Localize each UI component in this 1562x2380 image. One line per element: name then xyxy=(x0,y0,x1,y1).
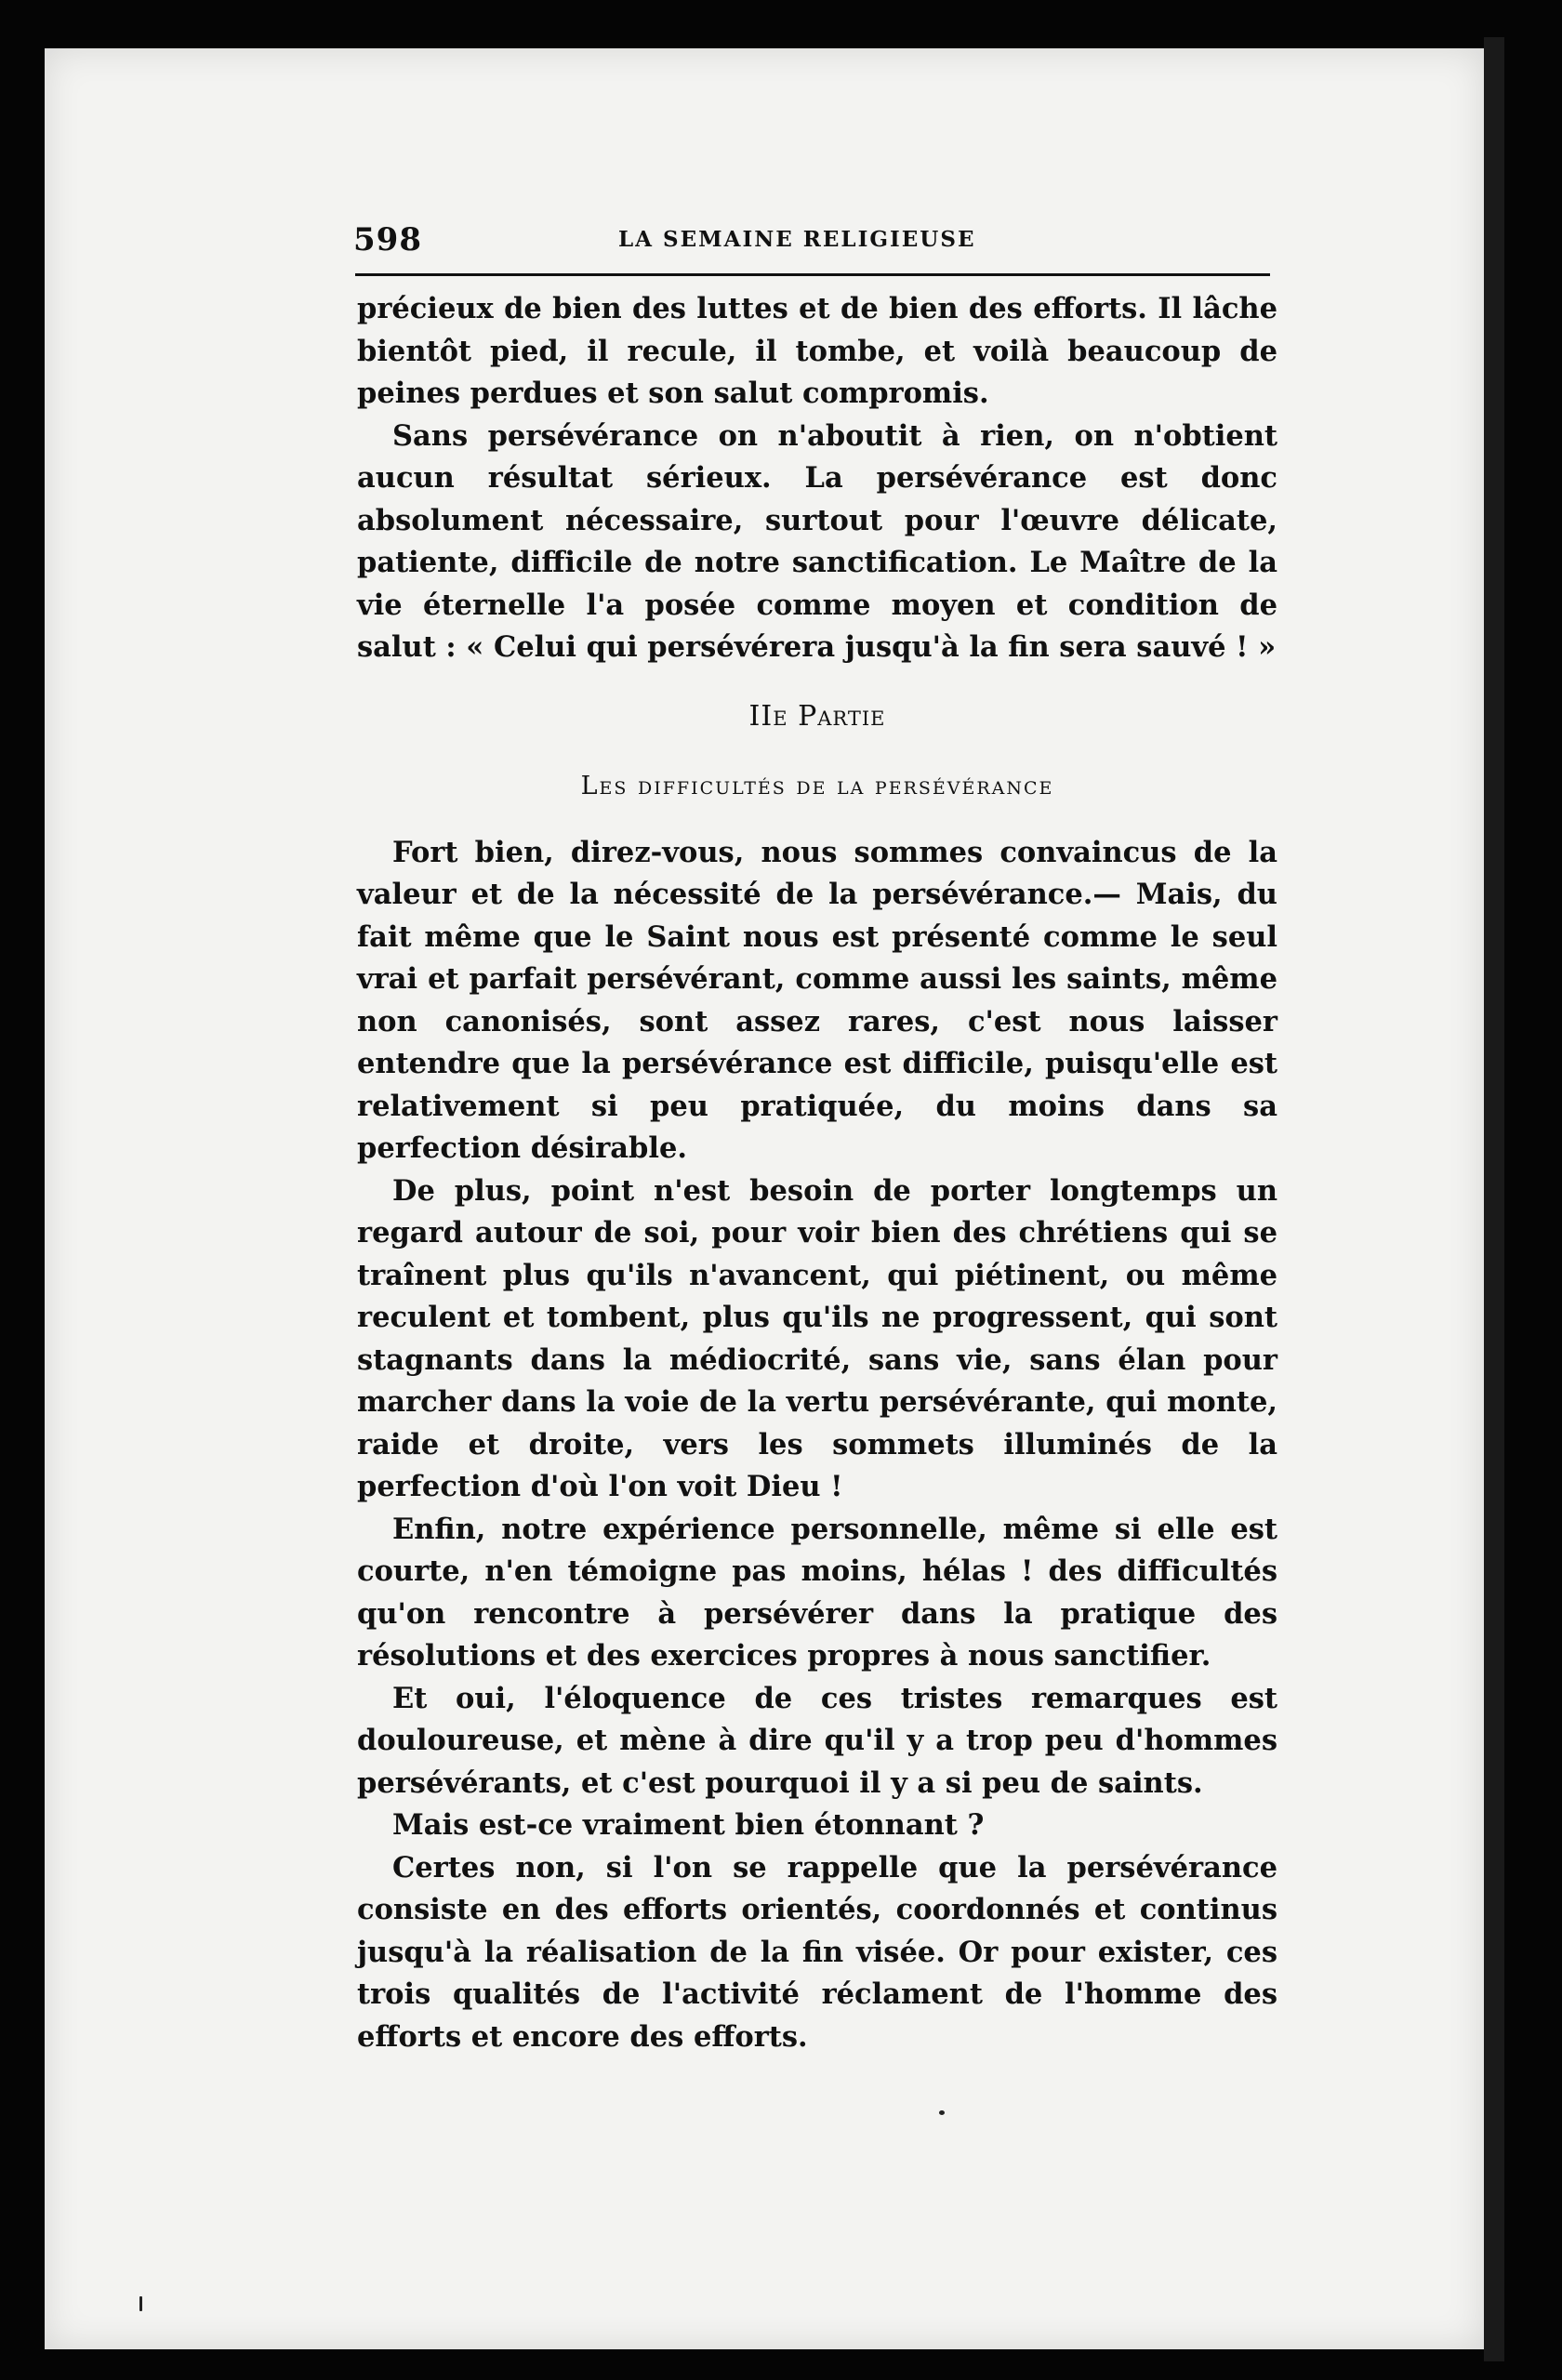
body-text xyxy=(357,288,1277,2058)
part-heading: IIe Partie xyxy=(748,699,886,733)
section-heading: Les difficultés de la persévérance xyxy=(580,772,1054,800)
paragraph-3: Fort bien, direz-vous, nous sommes convaincus de la valeur et de la nécessité de la persévérance.— Mais, du fait même que le Saint nous est présenté comme le seul vrai et parfait persévérant, comme aussi les saints, même non canonisés, sont assez rares, c'est nous laisser entendre que la persévérance est difficile, puisqu'elle est relativement si peu pratiquée, du moins dans sa perfection désirable. xyxy=(357,835,1277,1165)
scan-speck xyxy=(939,2110,945,2115)
adjacent-page-edge xyxy=(1484,37,1504,2361)
paragraph-5: Enfin, notre expérience personnelle, même si elle est courte, n'en témoigne pas moins, hélas ! des difficultés qu'on rencontre à persévérer dans la pratique des résolutions et des exercices propres à nous sanctifier. xyxy=(357,1512,1277,1673)
paragraph-1: précieux de bien des luttes et de bien des efforts. Il lâche bientôt pied, il recule, il tombe, et voilà beaucoup de peines perdues et son salut compromis. xyxy=(357,292,1277,410)
paragraph-2: Sans persévérance on n'aboutit à rien, on n'obtient aucun résultat sérieux. La persévérance est donc absolument nécessaire, surtout pour l'œuvre délicate, patiente, difficile de notre sanctification. Le Maître de la vie éternelle l'a posée comme moyen et condition de salut : « Celui qui persévérera jusqu'à la fin sera sauvé ! » xyxy=(357,418,1277,664)
paragraph-6: Et oui, l'éloquence de ces tristes remarques est douloureuse, et mène à dire qu'il y a trop peu d'hommes persévérants, et c'est pourquoi il y a si peu de saints. xyxy=(357,1681,1277,1800)
paragraph-8: Certes non, si l'on se rappelle que la persévérance consiste en des efforts orientés, coordonnés et continus jusqu'à la réalisation de la fin visée. Or pour exister, ces trois qualités de l'activité réclament de l'homme des efforts et encore des efforts. xyxy=(357,1850,1277,2054)
page-number: 598 xyxy=(353,221,422,258)
paragraph-7: Mais est-ce vraiment bien étonnant ? xyxy=(392,1808,985,1842)
paragraph-4: De plus, point n'est besoin de porter longtemps un regard autour de soi, pour voir bien des chrétiens qui se traînent plus qu'ils n'avancent, qui piétinent, ou même reculent et tombent, plus qu'ils ne progressent, qui sont stagnants dans la médiocrité, sans vie, sans élan pour marcher dans la voie de la vertu persévérante, qui monte, raide et droite, vers les sommets illuminés de la perfection d'où l'on voit Dieu ! xyxy=(357,1173,1277,1503)
header-rule xyxy=(355,273,1270,276)
journal-title: LA SEMAINE RELIGIEUSE xyxy=(618,227,976,252)
scan-speck xyxy=(139,2296,142,2311)
running-head xyxy=(353,221,1274,266)
